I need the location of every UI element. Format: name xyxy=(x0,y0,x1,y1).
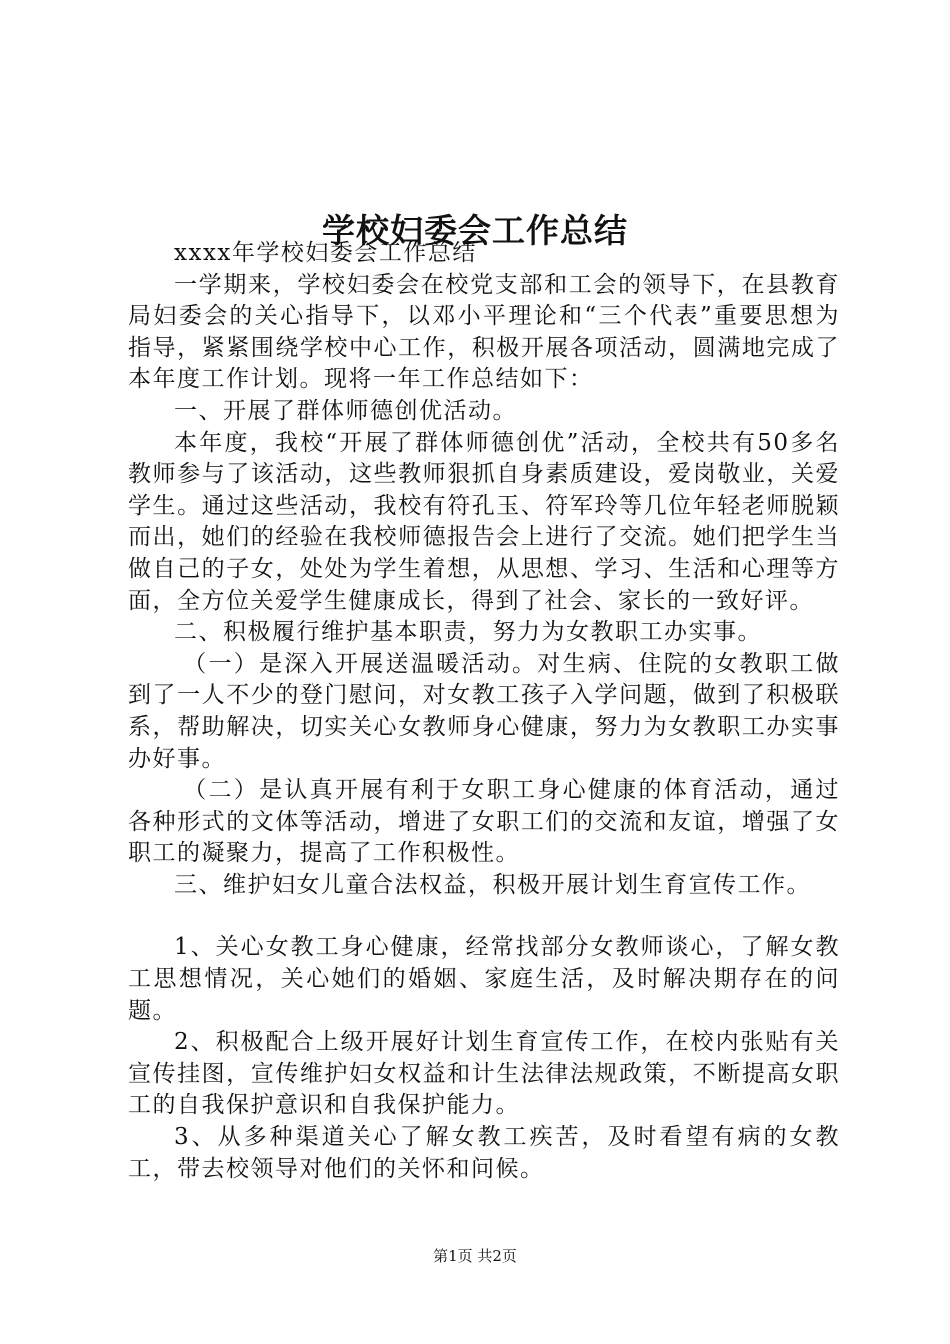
paragraph-section-3-item-1: 1、关心女教工身心健康，经常找部分女教师谈心，了解女教工思想情况，关心她们的婚姻、家庭生活，及时解决期存在的问题。 xyxy=(128,934,840,1024)
paragraph-section-2-item-2: （二）是认真开展有利于女职工身心健康的体育活动，通过各种形式的文体等活动，增进了女职工们的交流和友谊，增强了女职工的凝聚力，提高了工作积极性。 xyxy=(128,777,840,867)
document-title: 学校妇委会工作总结 xyxy=(322,211,628,251)
paragraph-intro: 一学期来，学校妇委会在校党支部和工会的领导下，在县教育局妇委会的关心指导下，以邓小平理论和“三个代表”重要思想为指导，紧紧围绕学校中心工作，积极开展各项活动，圆满地完成了本年度工作计划。现将一年工作总结如下： xyxy=(128,271,840,393)
paragraph-section-3-item-3: 3、从多种渠道关心了解女教工疾苦，及时看望有病的女教工，带去校领导对他们的关怀和问候。 xyxy=(128,1124,840,1182)
document-body xyxy=(128,238,840,1185)
section-heading-1: 一、开展了群体师德创优活动。 xyxy=(174,397,517,424)
section-heading-2: 二、积极履行维护基本职责，努力为女教职工办实事。 xyxy=(174,619,762,646)
paragraph-section-2-item-1: （一）是深入开展送温暖活动。对生病、住院的女教职工做到了一人不少的登门慰问，对女教工孩子入学问题，做到了积极联系，帮助解决，切实关心女教师身心健康，努力为女教职工办实事办好事。 xyxy=(128,650,840,772)
page-number-footer: 第1页 共2页 xyxy=(433,1247,517,1265)
paragraph-section-1: 本年度，我校“开展了群体师德创优”活动，全校共有50多名教师参与了该活动，这些教师狠抓自身素质建设，爱岗敬业，关爱学生。通过这些活动，我校有符孔玉、符军玲等几位年轻老师脱颖而出，她们的经验在我校师德报告会上进行了交流。她们把学生当做自己的子女，处处为学生着想，从思想、学习、生活和心理等方面，全方位关爱学生健康成长，得到了社会、家长的一致好评。 xyxy=(128,429,840,614)
paragraph-subtitle: xxxx年学校妇委会工作总结 xyxy=(174,240,477,266)
section-heading-3: 三、维护妇女儿童合法权益，积极开展计划生育宣传工作。 xyxy=(174,871,811,898)
paragraph-section-3-item-2: 2、积极配合上级开展好计划生育宣传工作，在校内张贴有关宣传挂图，宣传维护妇女权益和计生法律法规政策，不断提高女职工的自我保护意识和自我保护能力。 xyxy=(128,1029,840,1119)
